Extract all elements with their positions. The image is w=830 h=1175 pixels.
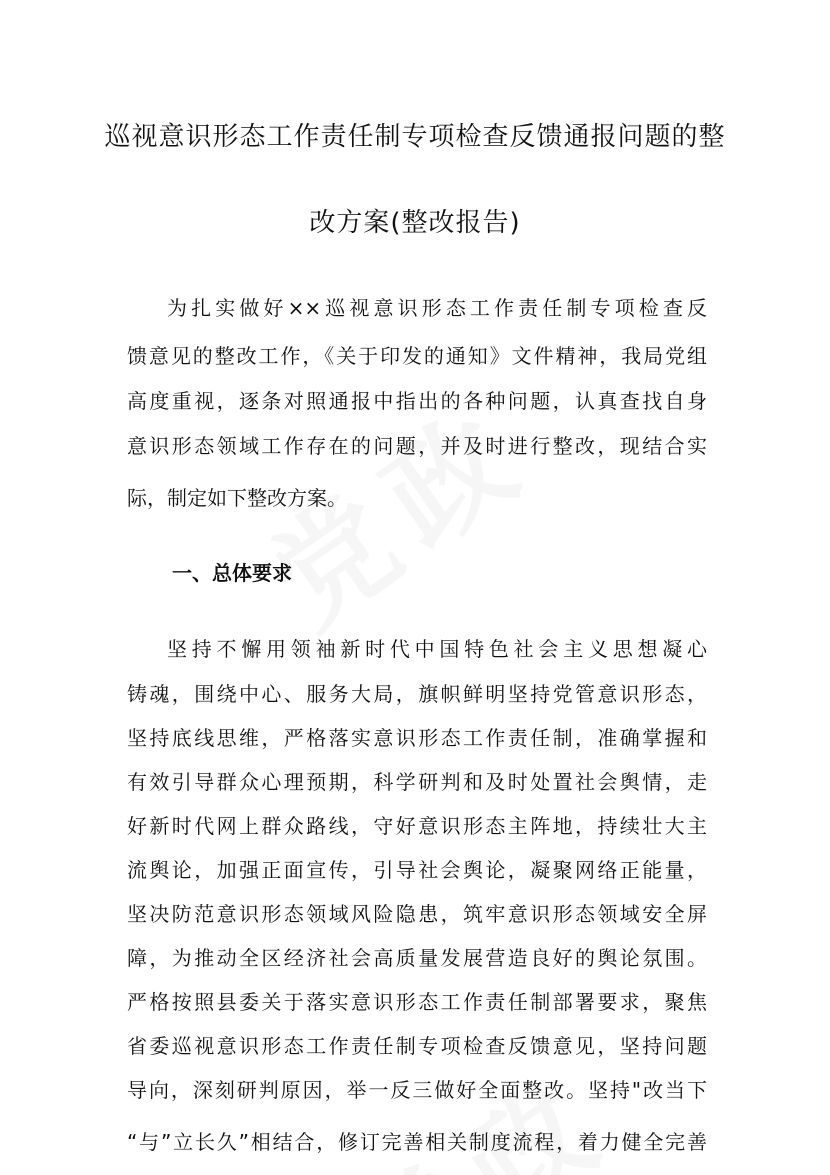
intro-line-2: 馈意见的整改工作，《关于印发的通知》文件精神，我局党组: [127, 344, 707, 368]
section1-line-3: 坚持底线思维，严格落实意识形态工作责任制，准确掌握和: [127, 726, 707, 750]
section1-line-5: 好新时代网上群众路线，守好意识形态主阵地，持续壮大主: [127, 814, 707, 838]
section1-line-10: 省委巡视意识形态工作责任制专项检查反馈意见，坚持问题: [127, 1034, 707, 1058]
watermark: [231, 278, 690, 683]
document-title-line-2: 改方案(整改报告): [309, 208, 521, 238]
section1-line-12: “与”立长久”相结合，修订完善相关制度流程，着力健全完善: [127, 1130, 707, 1154]
intro-line-4: 意识形态领域工作存在的问题，并及时进行整改，现结合实: [127, 434, 707, 458]
section1-line-9: 严格按照县委关于落实意识形态工作责任制部署要求，聚焦: [127, 990, 707, 1014]
section1-line-4: 有效引导群众心理预期，科学研判和及时处置社会舆情，走: [127, 770, 707, 794]
intro-line-3: 高度重视，逐条对照通报中指出的各种问题，认真查找自身: [127, 389, 707, 413]
section1-line-1: 坚持不懈用领袖新时代中国特色社会主义思想凝心: [167, 637, 707, 661]
section1-line-6: 流舆论，加强正面宣传，引导社会舆论，凝聚网络正能量，: [127, 858, 707, 882]
section1-line-7: 坚决防范意识形态领域风险隐患，筑牢意识形态领域安全屏: [127, 902, 707, 926]
document-title-line-1: 巡视意识形态工作责任制专项检查反馈通报问题的整: [104, 122, 726, 152]
section1-line-11: 导向，深刻研判原因，举一反三做好全面整改。坚持"改当下: [127, 1078, 707, 1102]
section-heading-1: 一、总体要求: [172, 561, 292, 585]
intro-line-1: 为扎实做好××巡视意识形态工作责任制专项检查反: [167, 296, 707, 320]
intro-line-5: 际，制定如下整改方案。: [127, 486, 347, 510]
section1-line-8: 障，为推动全区经济社会高质量发展营造良好的舆论氛围。: [127, 946, 707, 970]
section1-line-2: 铸魂，围绕中心、服务大局，旗帜鲜明坚持党管意识形态，: [127, 682, 707, 706]
